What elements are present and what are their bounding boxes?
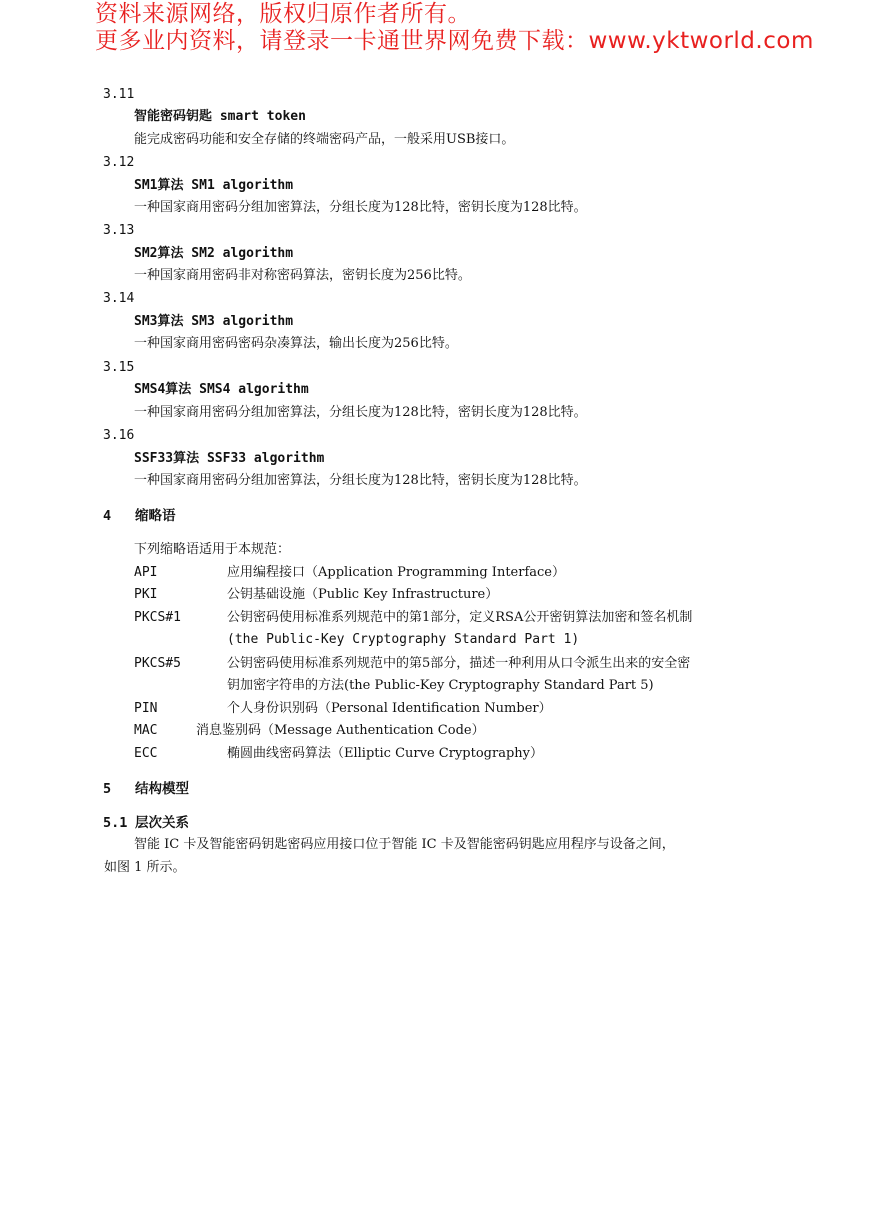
term-title: SSF33算法 SSF33 algorithm	[134, 451, 325, 466]
subsection-number: 5.1	[103, 815, 128, 831]
watermark-line-2: 更多业内资料，请登录一卡通世界网免费下载：www.yktworld.com	[95, 28, 814, 54]
section-title: 缩略语	[135, 508, 176, 524]
term-title: SM3算法 SM3 algorithm	[134, 314, 294, 329]
paragraph-line-1: 智能 IC 卡及智能密码钥匙密码应用接口位于智能 IC 卡及智能密码钥匙应用程序与设备之间，	[134, 837, 675, 852]
term-definition: 一种国家商用密码分组加密算法，分组长度为128比特，密钥长度为128比特。	[134, 473, 587, 488]
term-number: 3.12	[103, 155, 135, 170]
abbreviation-key: ECC	[134, 746, 158, 761]
abbreviation-key: MAC	[134, 723, 158, 738]
watermark-line-1: 资料来源网络，版权归原作者所有。	[95, 1, 471, 27]
term-number: 3.14	[103, 291, 135, 306]
abbreviation-key: PIN	[134, 701, 158, 716]
section-number: 5	[103, 781, 112, 797]
section-title: 结构模型	[135, 781, 189, 797]
term-number: 3.15	[103, 360, 135, 375]
term-number: 3.11	[103, 87, 135, 102]
abbreviation-value: 个人身份识别码（Personal Identification Number）	[227, 701, 552, 716]
term-number: 3.13	[103, 223, 135, 238]
term-number: 3.16	[103, 428, 135, 443]
term-definition: 一种国家商用密码分组加密算法，分组长度为128比特，密钥长度为128比特。	[134, 405, 587, 420]
subsection-heading	[103, 814, 189, 832]
term-title: SMS4算法 SMS4 algorithm	[134, 382, 309, 397]
term-title: 智能密码钥匙 smart token	[134, 109, 306, 124]
abbreviation-value: 应用编程接口（Application Programming Interface）	[227, 565, 565, 580]
abbreviation-intro: 下列缩略语适用于本规范：	[134, 542, 291, 557]
paragraph-line-2: 如图 1 所示。	[104, 860, 186, 875]
abbreviation-value: 公钥密码使用标准系列规范中的第5部分，描述一种利用从口令派生出来的安全密	[227, 656, 691, 671]
section-heading	[103, 780, 189, 798]
term-title: SM2算法 SM2 algorithm	[134, 246, 294, 261]
abbreviation-value: 消息鉴别码（Message Authentication Code）	[196, 723, 485, 738]
term-title: SM1算法 SM1 algorithm	[134, 178, 294, 193]
abbreviation-value-continued: (the Public-Key Cryptography Standard Part 1)	[227, 632, 580, 647]
term-definition: 一种国家商用密码分组加密算法，分组长度为128比特，密钥长度为128比特。	[134, 200, 587, 215]
abbreviation-key: PKCS#5	[134, 656, 181, 671]
abbreviation-value: 椭圆曲线密码算法（Elliptic Curve Cryptography）	[227, 746, 543, 761]
abbreviation-value-continued: 钥加密字符串的方法(the Public-Key Cryptography Standard Part 5)	[227, 678, 654, 693]
abbreviation-key: PKCS#1	[134, 610, 181, 625]
term-definition: 一种国家商用密码非对称密码算法，密钥长度为256比特。	[134, 268, 471, 283]
term-definition: 能完成密码功能和安全存储的终端密码产品，一般采用USB接口。	[134, 132, 515, 147]
abbreviation-value: 公钥基础设施（Public Key Infrastructure）	[227, 587, 499, 602]
abbreviation-value: 公钥密码使用标准系列规范中的第1部分，定义RSA公开密钥算法加密和签名机制	[227, 610, 693, 625]
section-heading	[103, 507, 176, 525]
subsection-title: 层次关系	[135, 815, 189, 831]
abbreviation-key: API	[134, 565, 158, 580]
section-number: 4	[103, 508, 112, 524]
term-definition: 一种国家商用密码密码杂凑算法，输出长度为256比特。	[134, 336, 458, 351]
abbreviation-key: PKI	[134, 587, 158, 602]
